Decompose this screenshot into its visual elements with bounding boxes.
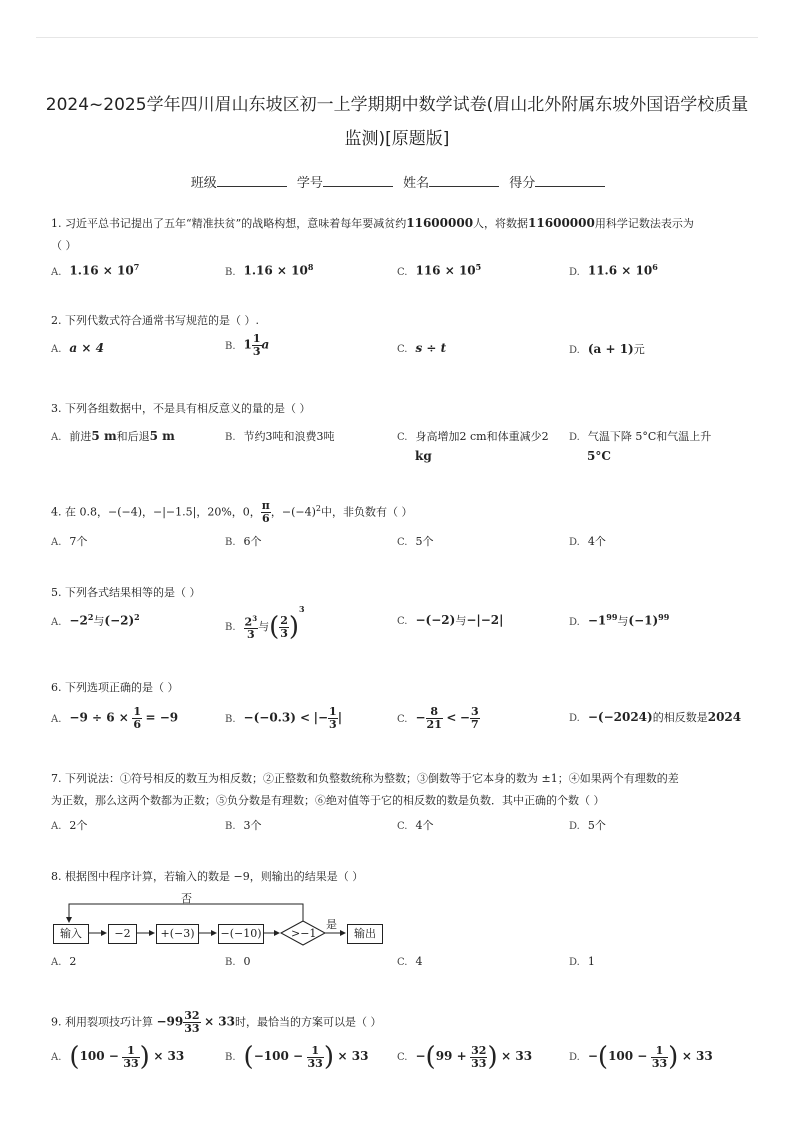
q5-a-2e: 2 [134,612,140,622]
q9-d-frac [651,1045,668,1070]
q7-stem [51,768,751,812]
q6-c-frac1 [426,706,443,731]
q1-stem [51,212,751,257]
option-label: A. [51,1052,62,1063]
option-label: D. [569,821,580,832]
q2-b-int: 1 [243,337,252,352]
q9-option-c[interactable] [397,1042,532,1072]
q9-c-pre: − [415,1049,426,1063]
q5-b-mid: 与 [258,620,270,633]
q6-b-abs-right: | [337,710,343,725]
q8-option-c[interactable] [397,955,422,968]
q4-text-b: ，−(−4) [270,505,316,519]
flow-step-1: −2 [108,924,137,944]
q6-c-num2: 3 [470,705,479,718]
q6-c-den2: 7 [470,718,479,731]
q2-option-a[interactable] [51,341,104,355]
option-label: B. [225,821,236,832]
q1-option-b[interactable] [225,262,313,278]
q1-option-a[interactable] [51,262,139,278]
q2-d-math: (a + 1) [587,342,634,356]
q8-a-text: 2 [69,955,77,968]
q8-stem: 8. 根据图中程序计算，若输入的数是 −9，则输出的结果是（ ） [51,870,364,883]
q6-b-frac [328,706,338,731]
q3-d-line2: 5°C [587,449,611,463]
option-label: C. [397,266,408,278]
option-label: D. [569,616,580,628]
q6-c-den1: 21 [426,718,442,731]
q1-num1: 11600000 [406,216,474,230]
q6-option-a[interactable] [51,706,178,731]
q4-option-d[interactable] [569,533,606,549]
q8-d-text: 1 [587,955,595,968]
q7-option-d[interactable] [569,817,606,833]
q9-a-rparen: ) [139,1042,150,1072]
q6-a-num: 1 [133,705,141,718]
q5-b-den: 3 [246,628,255,642]
q4-text-c: 中，非负数有（ ） [320,505,413,519]
q6-c-frac2 [470,706,480,731]
q6-c-minus2: − [459,710,470,725]
q2-b-var: a [261,337,270,352]
q3-d-line1: 气温下降 5°C和气温上升 [587,430,712,443]
q4-pi-den: 6 [262,512,270,526]
q6-b-minus: − [317,710,329,725]
q3-option-b[interactable] [225,428,335,444]
q9-a-in: 100 − [79,1049,119,1063]
q3-a-n1: 5 [91,429,100,443]
q3-b-text: 节约3吨和浪费3吨 [243,430,335,443]
q9-a-frac [122,1045,139,1070]
q1-c-text: 116 × 10 [415,263,476,278]
q3-option-a[interactable] [51,428,175,444]
name-label: 姓名 [403,176,430,191]
q7-option-b[interactable] [225,817,262,833]
option-label: D. [569,266,580,278]
q5-option-c[interactable] [397,612,504,628]
option-label: A. [51,344,62,355]
class-blank[interactable] [217,174,287,187]
q6-d-num: 2024 [707,710,742,724]
q5-d-2e: 99 [658,612,670,622]
q6-d-text: 的相反数是 [652,711,708,724]
q5-a-mid: 与 [93,614,105,628]
flow-step-2: +(−3) [156,924,199,944]
q5-stem: 5. 下列各式结果相等的是（ ） [51,586,201,599]
flow-output-box: 输出 [347,924,383,944]
q9-c-in: 99 + [435,1049,467,1063]
q9-d-rparen: ) [668,1042,679,1072]
q5-b-pe: 3 [299,604,305,614]
option-label: C. [397,344,408,355]
q9-c-den: 33 [471,1056,487,1070]
q2-option-b[interactable] [225,333,269,358]
q9-b-den: 33 [307,1056,323,1070]
option-label: B. [225,266,236,278]
q2-option-c[interactable] [397,341,446,355]
option-label: B. [225,713,236,725]
q2-stem: 2. 下列代数式符合通常书写规范的是（ ）. [51,314,259,327]
q4-a-text: 7个 [69,535,88,548]
q5-option-a[interactable] [51,612,140,629]
option-label: C. [397,432,408,443]
student-info-row [0,172,794,191]
q5-b-pnum: 2 [280,613,288,627]
q7-d-text: 5个 [587,819,606,832]
option-label: C. [397,957,408,968]
q5-d-1e: 99 [606,612,618,622]
q9-c-tail: × 33 [501,1049,533,1063]
q9-num: 32 [184,1009,200,1022]
q6-b-a: −(−0.3) < [243,710,311,725]
q9-stem [51,1010,751,1035]
q2-b-den: 3 [252,345,261,358]
q2-a-text: a × 4 [69,341,104,355]
option-label: A. [51,821,62,832]
q9-d-lparen: ( [597,1042,609,1072]
q5-b-num: 2 [244,615,253,629]
option-label: C. [397,537,408,548]
q9-frac [183,1010,200,1035]
option-label: D. [569,537,580,548]
option-label: C. [397,1052,408,1063]
q3-stem: 3. 下列各组数据中，不是具有相反意义的量的是（ ） [51,402,311,415]
q1-b-text: 1.16 × 10 [243,263,308,278]
q7-option-c[interactable] [397,817,433,833]
q6-b-den: 3 [329,718,337,731]
q6-option-c[interactable] [397,706,480,731]
q5-a-1: −2 [69,613,88,628]
q9-int: −99 [156,1014,184,1029]
q4-pi-num: π [261,499,270,513]
number-blank[interactable] [323,174,393,187]
q6-b-abs-left: | [313,710,318,725]
q2-option-d[interactable] [569,341,645,357]
top-divider [36,37,758,38]
option-label: A. [51,713,62,725]
q3-a-u2: m [158,429,175,443]
flow-input-box: 输入 [53,924,89,944]
q3-a-u1: m [99,429,117,443]
option-label: B. [225,340,236,352]
q2-b-frac [252,333,262,358]
q5-b-frac1 [244,613,259,642]
q1-b-exp: 8 [307,262,314,272]
q9-d-in: 100 − [608,1049,648,1063]
q3-c-line2: kg [415,449,432,463]
q9-text-b: 时，最恰当的方案可以是（ ） [235,1015,382,1029]
exam-title [40,88,754,156]
q1-a-exp: 7 [133,262,140,272]
flow-no-label: 否 [181,892,192,905]
q9-b-tail: × 33 [337,1049,369,1063]
q9-b-lparen: ( [243,1042,254,1072]
q9-c-rparen: ) [487,1042,498,1072]
q5-b-frac2 [279,615,289,640]
title-line-2: 监测)[原题版] [344,129,450,149]
q2-d-text: 元 [633,343,645,356]
option-label: C. [397,616,408,627]
q6-option-d[interactable] [569,709,741,725]
q9-c-lparen: ( [425,1042,436,1072]
q6-a-a: −9 ÷ 6 × [69,710,129,725]
q9-mul: × 33 [204,1014,236,1029]
q7-a-text: 2个 [69,819,88,832]
option-label: D. [569,957,580,968]
q2-c-text: s ÷ t [415,341,447,355]
q9-d-pre: − [587,1049,598,1063]
q9-b-rparen: ) [323,1042,334,1072]
q9-a-den: 33 [123,1056,139,1070]
q5-option-d[interactable] [569,612,669,629]
q3-option-c[interactable] [397,428,549,466]
q9-den: 33 [184,1022,200,1035]
q5-b-nume: 3 [252,613,258,623]
q4-pi-frac [261,500,271,525]
q9-c-num: 32 [471,1043,487,1057]
q6-option-b[interactable] [225,706,342,731]
q4-exp: 2 [315,504,321,513]
q9-c-frac [470,1045,487,1070]
q8-option-d[interactable] [569,955,595,968]
q4-stem [51,498,751,525]
q1-text-b: 人，将数据 [473,217,529,230]
q4-b-text: 6个 [243,535,262,548]
q9-option-d[interactable] [569,1042,713,1072]
q7-line2: 为正数，那么这两个数都为正数；⑤负分数是有理数；⑥绝对值等于它的相反数的数是负数．其中正确的个数（ ） [51,794,605,807]
score-label: 得分 [509,176,536,191]
option-label: B. [225,622,236,633]
q1-a-text: 1.16 × 10 [69,263,134,278]
option-label: C. [397,713,408,725]
q9-option-b[interactable] [225,1042,368,1072]
q5-option-b[interactable] [225,604,305,642]
class-label: 班级 [190,176,217,191]
q6-d-math: −(−2024) [587,710,653,724]
q4-option-a[interactable] [51,533,87,549]
q6-a-den: 6 [133,718,141,731]
option-label: D. [569,1052,580,1063]
q8-option-a[interactable] [51,955,76,968]
q5-b-pden: 3 [280,626,288,640]
q2-b-num: 1 [252,332,261,345]
q7-b-text: 3个 [243,819,262,832]
q5-a-2: (−2) [104,613,135,628]
q3-a-n2: 5 [149,429,158,443]
option-label: A. [51,616,62,628]
q4-option-b[interactable] [225,533,262,549]
q7-line1: 7. 下列说法：①符号相反的数互为相反数；②正整数和负整数统称为整数；③倒数等于它本身的数为 ±1；④如果两个有理数的差 [51,772,679,785]
q9-d-num: 1 [651,1045,668,1058]
flow-yes-label: 是 [326,918,337,931]
q9-a-num: 1 [122,1045,139,1058]
q9-d-tail: × 33 [681,1049,713,1063]
option-label: C. [397,821,408,832]
q6-stem: 6. 下列选项正确的是（ ） [51,681,179,694]
q5-a-1e: 2 [87,612,94,622]
q5-c-1: −(−2) [415,613,456,627]
option-label: A. [51,432,62,443]
q4-option-c[interactable] [397,533,433,549]
q1-paren: （ ） [51,239,77,252]
q7-option-a[interactable] [51,817,87,833]
score-blank[interactable] [535,174,605,187]
q5-d-1: −1 [587,613,607,628]
q5-d-2: (−1) [628,613,659,628]
q4-d-text: 4个 [587,535,606,548]
q6-c-mid: < [446,710,457,725]
title-line-1: 2024~2025学年四川眉山东坡区初一上学期期中数学试卷(眉山北外附属东坡外国语学校质量 [45,95,749,115]
q8-c-text: 4 [415,955,423,968]
option-label: B. [225,957,236,968]
q9-b-in: −100 − [253,1049,304,1063]
option-label: A. [51,266,62,278]
q5-b-lparen: ( [269,612,280,642]
q3-option-d[interactable] [569,428,711,466]
name-blank[interactable] [429,174,499,187]
q3-a-t1: 前进 [69,430,92,443]
option-label: B. [225,432,236,443]
q9-a-tail: × 33 [153,1049,185,1063]
q4-c-text: 5个 [415,535,434,548]
q9-text-a: 9. 利用裂项技巧计算 [51,1015,153,1029]
option-label: B. [225,1052,236,1063]
number-label: 学号 [296,176,323,191]
q5-b-rparen: ) [288,612,300,642]
option-label: A. [51,957,62,968]
q1-text-c: 用科学记数法表示为 [594,217,694,230]
option-label: B. [225,537,236,548]
flow-step-3: −(−10) [218,924,264,944]
q9-a-lparen: ( [69,1042,80,1072]
option-label: D. [569,432,580,443]
q5-c-2: −|−2| [466,613,504,627]
option-label: D. [569,713,580,724]
q6-c-minus1: − [415,710,426,725]
q9-d-den: 33 [651,1056,668,1070]
q3-a-t2: 和后退 [116,430,150,443]
q5-c-mid: 与 [455,614,467,627]
q1-option-c[interactable] [397,262,481,278]
q6-b-num: 1 [329,705,337,718]
q9-b-num: 1 [307,1045,324,1058]
q6-a-frac [132,706,142,731]
q7-c-text: 4个 [415,819,434,832]
q1-option-d[interactable] [569,262,658,278]
q1-c-exp: 5 [475,262,482,272]
q6-a-b: = −9 [145,710,179,725]
q1-text-a: 1. 习近平总书记提出了五年“精准扶贫”的战略构想，意味着每年要减贫约 [51,217,407,230]
option-label: D. [569,345,580,356]
q8-option-b[interactable] [225,955,251,968]
q4-text-a: 4. 在 0.8，−(−4)，−|−1.5|，20%，0， [51,505,261,519]
q6-c-num1: 8 [426,706,443,719]
q5-d-mid: 与 [617,614,629,628]
q1-d-text: 11.6 × 10 [587,263,653,278]
q9-b-frac [307,1045,324,1070]
program-flowchart [51,890,391,950]
q1-d-exp: 6 [652,262,658,272]
q1-num2: 11600000 [528,216,595,230]
flow-condition: >−1 [291,927,317,940]
option-label: A. [51,537,62,548]
q8-b-text: 0 [243,955,251,968]
q3-c-line1: 身高增加2 cm和体重减少2 [415,430,549,443]
q9-option-a[interactable] [51,1042,184,1072]
